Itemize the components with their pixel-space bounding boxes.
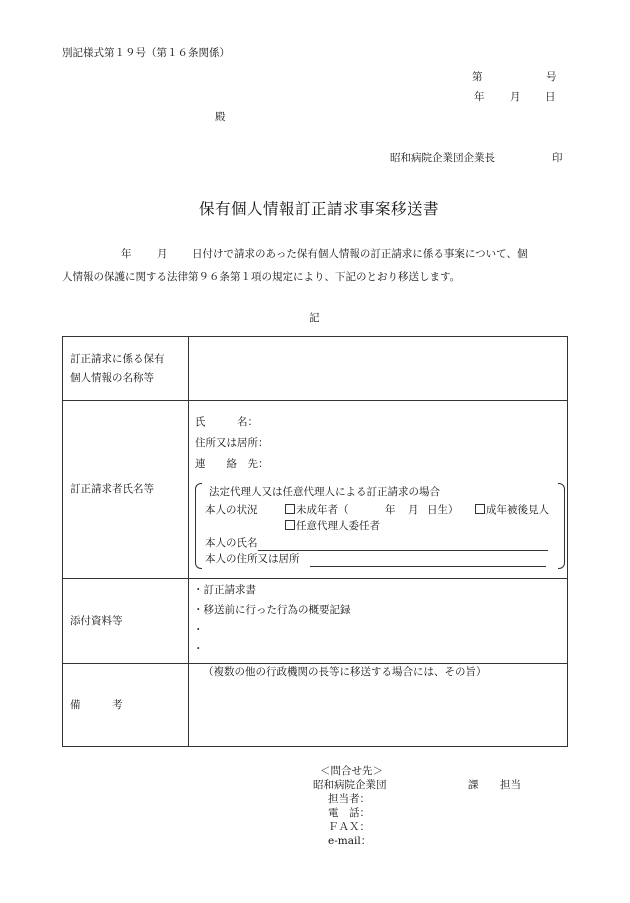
seal-mark: 印	[552, 152, 563, 164]
attachment-item: ・	[193, 643, 204, 655]
doc-number-suffix: 号	[546, 71, 557, 83]
body-year: 年	[121, 248, 132, 260]
agent-option[interactable]	[285, 519, 380, 534]
dob-day: 日生）	[427, 504, 459, 516]
requester-value-cell	[189, 401, 568, 579]
date-year: 年	[474, 91, 485, 103]
body-paragraph-cont: 人情報の保護に関する法律第９６条第１項の規定により、下記のとおり移送します。	[62, 271, 461, 283]
minor-checkbox[interactable]	[285, 504, 295, 514]
principal-address-field[interactable]	[205, 552, 546, 567]
guardian-checkbox[interactable]	[475, 504, 485, 514]
attachments-label-cell	[63, 579, 189, 664]
requester-name-field[interactable]: 氏 名：	[195, 416, 258, 428]
status-label: 本人の状況	[205, 504, 258, 516]
requester-contact-field[interactable]: 連 絡 先：	[195, 458, 269, 470]
minor-option-label: 未成年者（	[296, 504, 349, 516]
body-month: 月	[157, 248, 168, 260]
remarks-note: （複数の他の行政機関の長等に移送する場合には、その旨）	[203, 666, 487, 678]
remarks-value-cell[interactable]	[189, 664, 568, 747]
contact-phone: 電 話：	[328, 807, 370, 819]
guardian-option[interactable]	[475, 503, 549, 518]
info-name-label-cell	[63, 337, 189, 401]
contact-heading: ＜問合せ先＞	[320, 765, 383, 777]
requester-label: 訂正請求者氏名等	[70, 483, 154, 495]
body-paragraph-lead: 日付けで請求のあった保有個人情報の訂正請求に係る事案について、個	[192, 248, 528, 260]
sender-name: 昭和病院企業団企業長	[390, 152, 495, 164]
principal-address-line[interactable]	[310, 555, 546, 567]
attachments-label: 添付資料等	[70, 614, 123, 627]
requester-address-field[interactable]: 住所又は居所：	[195, 437, 269, 449]
principal-address-label: 本人の住所又は居所	[205, 553, 300, 565]
contact-charge: 担当	[500, 779, 521, 791]
remarks-label: 備 考	[70, 698, 123, 711]
form-table	[62, 336, 568, 747]
contact-email: e-mail：	[328, 835, 372, 847]
table-row	[63, 337, 568, 401]
date-day: 日	[545, 91, 556, 103]
guardian-option-label: 成年被後見人	[486, 504, 549, 516]
contact-fax: ＦＡＸ：	[328, 821, 370, 833]
date-month: 月	[510, 91, 521, 103]
agent-request-box	[195, 483, 565, 569]
table-row	[63, 664, 568, 747]
principal-name-label: 本人の氏名	[205, 537, 258, 549]
dob-month: 月	[408, 504, 419, 516]
attachment-item: ・移送前に行った行為の概要記録	[193, 604, 351, 616]
attachments-value-cell	[189, 579, 568, 664]
contact-org: 昭和病院企業団	[313, 779, 387, 791]
remarks-label-cell	[63, 664, 189, 747]
info-name-label-line1: 訂正請求に係る保有	[70, 352, 165, 365]
document-title: 保有個人情報訂正請求事案移送書	[199, 200, 440, 218]
addressee-honorific: 殿	[215, 111, 226, 123]
table-row	[63, 579, 568, 664]
requester-label-cell	[63, 401, 189, 579]
principal-name-line[interactable]	[258, 539, 548, 551]
attachment-item: ・訂正請求書	[193, 584, 256, 596]
contact-section: 課	[468, 779, 479, 791]
minor-option[interactable]	[285, 503, 349, 518]
agent-heading: 法定代理人又は任意代理人による訂正請求の場合	[209, 486, 440, 498]
table-row	[63, 401, 568, 579]
ki-heading: 記	[309, 312, 320, 324]
dob-year: 年	[385, 504, 396, 516]
attachment-item: ・	[193, 624, 204, 636]
info-name-label-line2: 個人情報の名称等	[70, 371, 154, 384]
form-number: 別記様式第１９号（第１６条関係）	[62, 47, 230, 59]
agent-checkbox[interactable]	[285, 520, 295, 530]
info-name-value-cell[interactable]	[189, 337, 568, 401]
doc-number-prefix: 第	[472, 71, 483, 83]
contact-person: 担当者：	[328, 793, 370, 805]
principal-name-field[interactable]	[205, 536, 548, 551]
agent-option-label: 任意代理人委任者	[296, 520, 380, 532]
